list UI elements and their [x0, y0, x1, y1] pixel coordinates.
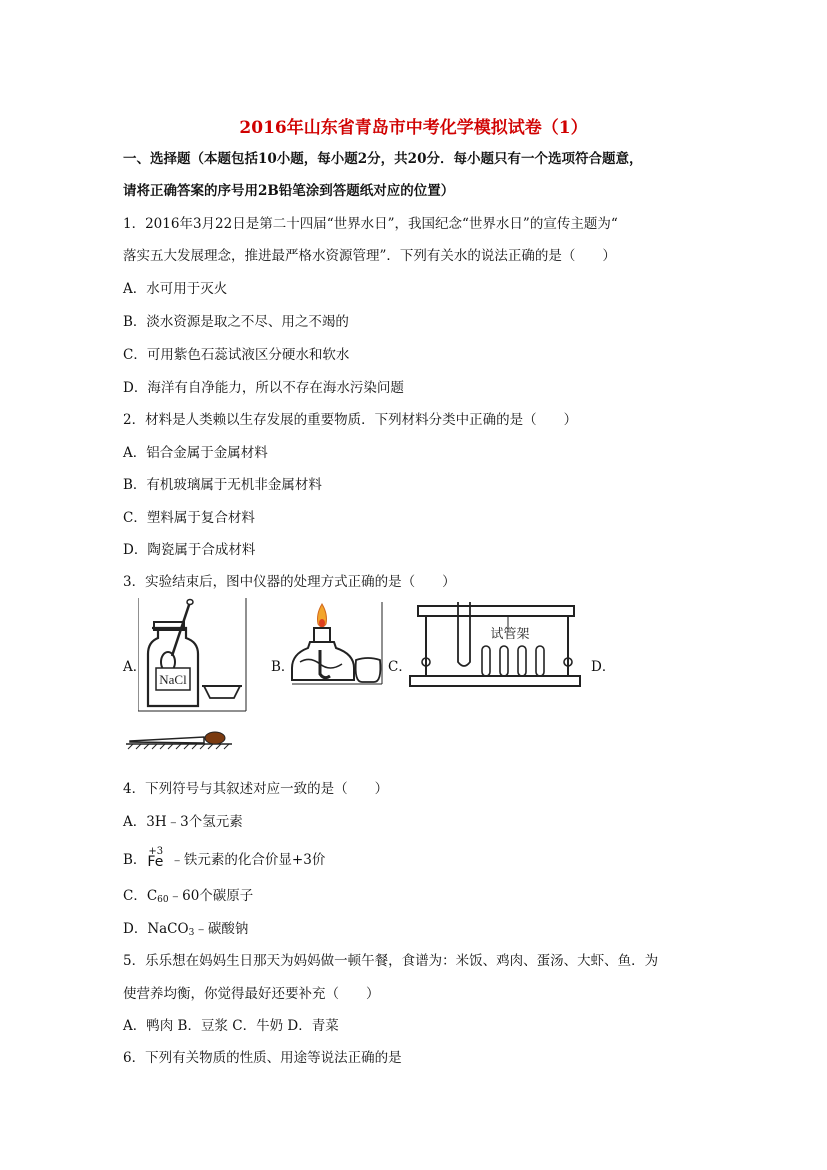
nacl-label: NaCl	[159, 672, 187, 687]
q1-option-b: B．淡水资源是取之不尽、用之不竭的	[123, 314, 349, 330]
fe-symbol: Fe	[147, 854, 164, 870]
q2-option-c: C．塑料属于复合材料	[123, 510, 255, 526]
q4-option-d	[123, 920, 248, 942]
q4-option-d-sub: 3	[188, 928, 195, 938]
q3-label-a: A．	[123, 659, 147, 675]
q4-option-c	[123, 887, 253, 909]
q4-option-b-prefix: B．	[123, 852, 147, 868]
q4-option-b-text: ﹣铁元素的化合价显+3价	[170, 852, 326, 868]
q4-option-c-sub: 60	[157, 895, 169, 905]
section-heading-line1: 一、选择题（本题包括10小题，每小题2分，共20分．每小题只有一个选项符合题意，	[123, 151, 643, 167]
q5-stem-line1: 5．乐乐想在妈妈生日那天为妈妈做一顿午餐，食谱为：米饭、鸡肉、蛋汤、大虾、鱼．为	[123, 953, 659, 969]
rack-label: 试管架	[490, 627, 530, 642]
q2-stem: 2．材料是人类赖以生存发展的重要物质．下列材料分类中正确的是（ ）	[123, 412, 578, 428]
section-heading-line2: 请将正确答案的序号用2B铅笔涂到答题纸对应的位置）	[123, 183, 455, 199]
q3-label-c: C．	[388, 659, 412, 675]
page-title: 2016年山东省青岛市中考化学模拟试卷（1）	[239, 118, 588, 138]
figure-reagent-bottle	[138, 598, 248, 713]
q2-option-b: B．有机玻璃属于无机非金属材料	[123, 477, 322, 493]
figure-alcohol-lamp	[290, 602, 386, 686]
q5-options: A．鸭肉 B．豆浆 C．牛奶 D．青菜	[123, 1018, 339, 1034]
q4-stem: 4．下列符号与其叙述对应一致的是（ ）	[123, 781, 389, 797]
fe-valence-sup: +3	[148, 846, 164, 857]
figure-dropper	[124, 726, 236, 750]
q2-option-d: D．陶瓷属于合成材料	[123, 542, 256, 558]
q5-stem-line2: 使营养均衡，你觉得最好还要补充（ ）	[123, 986, 380, 1002]
q4-option-a: A．3H﹣3个氢元素	[123, 814, 243, 830]
q1-option-d: D．海洋有自净能力，所以不存在海水污染问题	[123, 380, 404, 396]
q4-option-d-prefix: D．NaCO	[123, 921, 189, 937]
q2-option-a: A．铝合金属于金属材料	[123, 445, 268, 461]
q4-option-c-text: ﹣60个碳原子	[168, 888, 254, 904]
q4-option-c-prefix: C．C	[123, 888, 158, 904]
q4-option-d-text: ﹣碳酸钠	[194, 921, 249, 937]
q1-stem-line1: 1．2016年3月22日是第二十四届“世界水日”，我国纪念“世界水日”的宣传主题为“	[123, 216, 618, 232]
q6-stem: 6．下列有关物质的性质、用途等说法正确的是	[123, 1050, 402, 1066]
fe-valence-symbol	[146, 846, 170, 870]
q3-stem: 3．实验结束后，图中仪器的处理方式正确的是（ ）	[123, 574, 456, 590]
q1-option-c: C．可用紫色石蕊试液区分硬水和软水	[123, 347, 350, 363]
q1-option-a: A．水可用于灭火	[123, 281, 228, 297]
q4-option-b	[123, 846, 326, 870]
q3-label-d: D．	[591, 659, 616, 675]
figure-test-tube-rack	[408, 602, 584, 690]
q3-label-b: B．	[271, 659, 295, 675]
q1-stem-line2: 落实五大发展理念，推进最严格水资源管理”．下列有关水的说法正确的是（ ）	[123, 248, 616, 264]
